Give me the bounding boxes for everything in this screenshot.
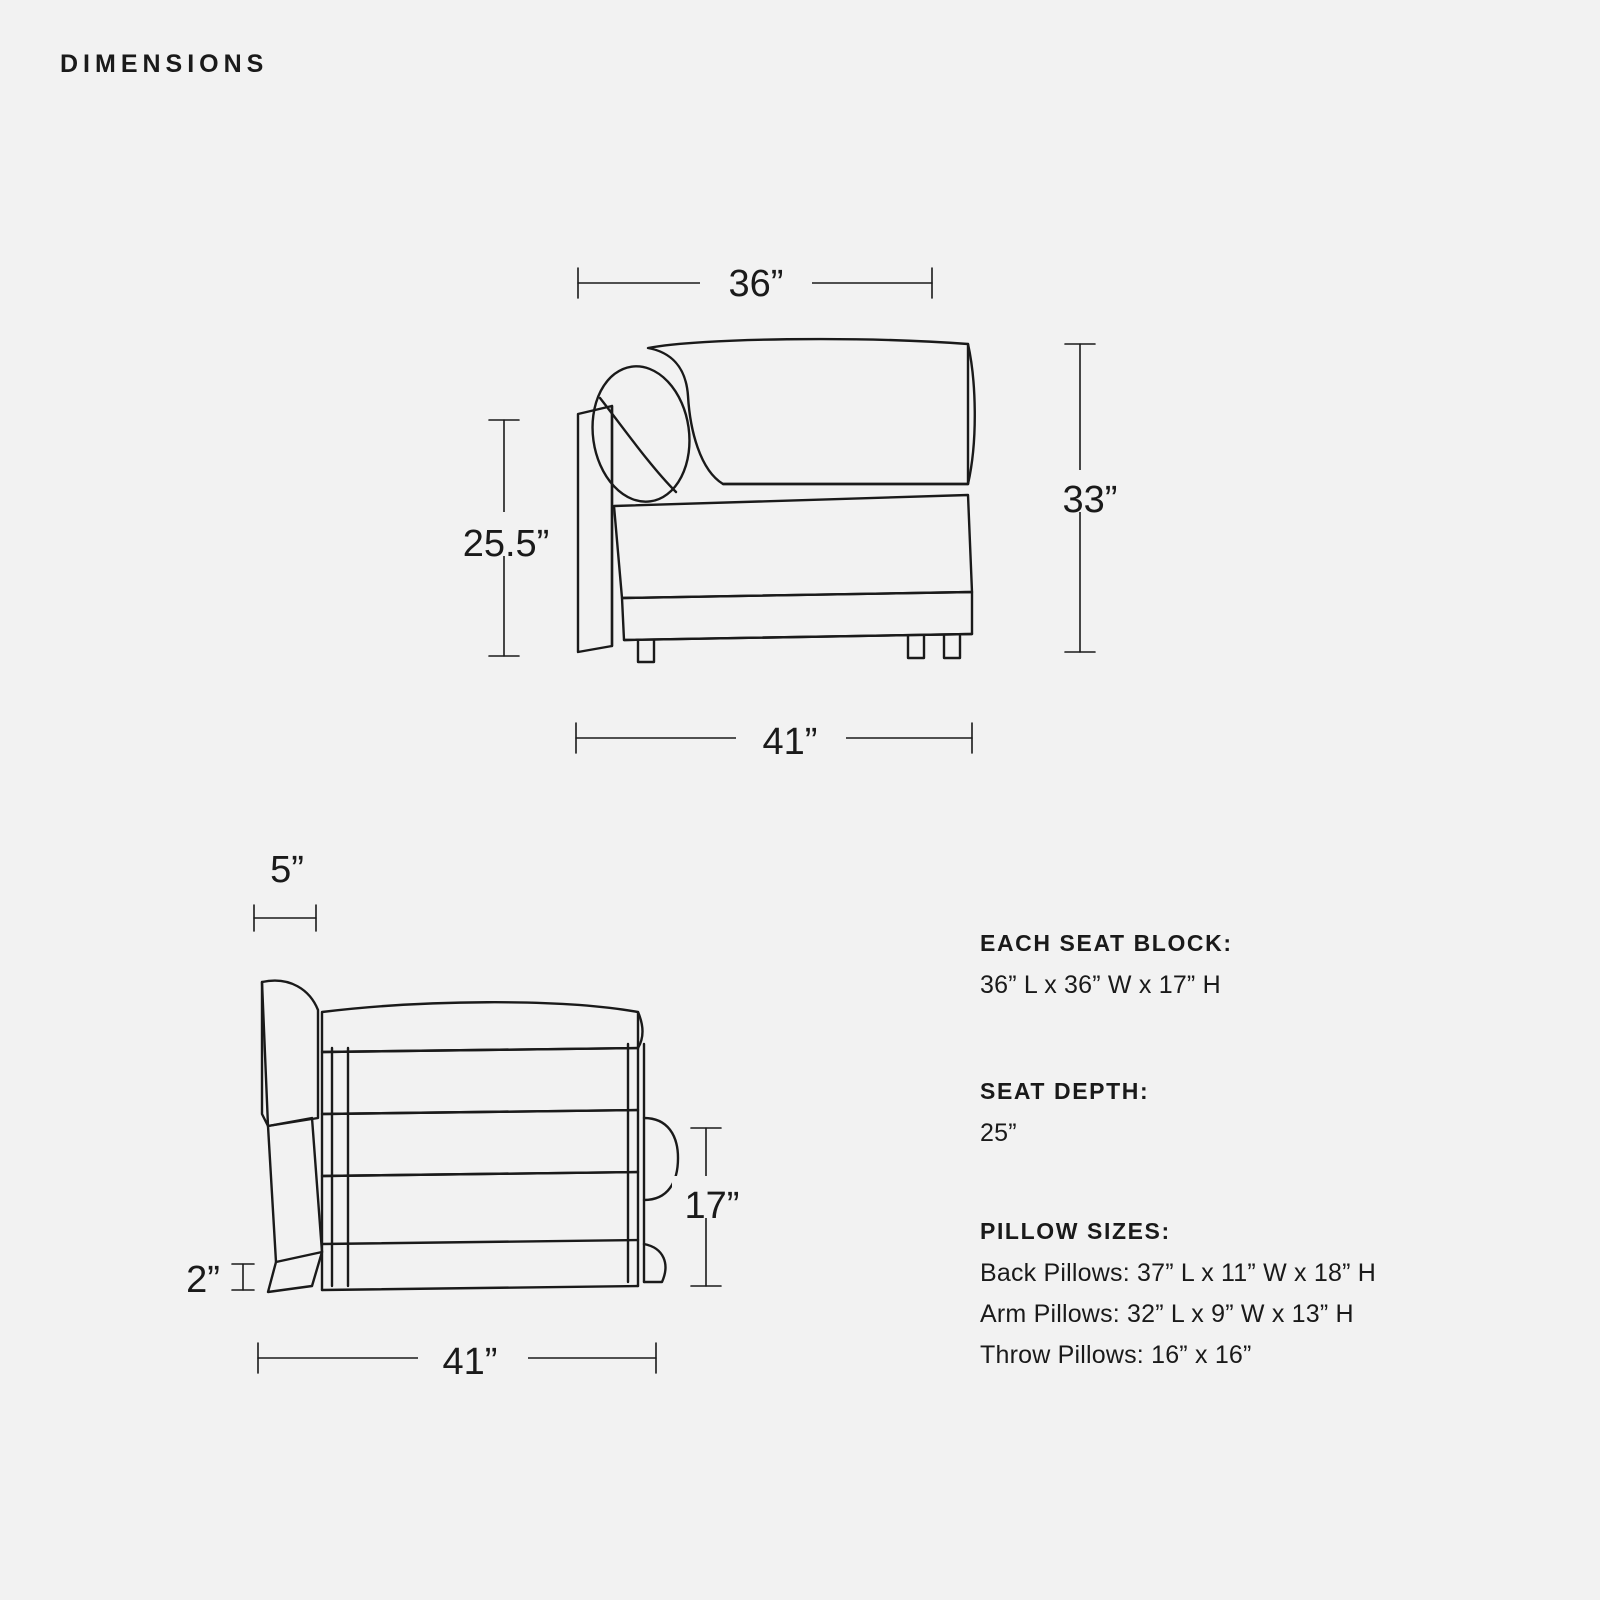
page-title: DIMENSIONS — [60, 50, 269, 78]
spec-line: Throw Pillows: 16” x 16” — [980, 1341, 1252, 1369]
dim-label-side-seat-height: 17” — [684, 1185, 740, 1227]
spec-seat-depth — [980, 1078, 1149, 1160]
spec-each-seat-block — [980, 930, 1233, 1012]
spec-line: 36” L x 36” W x 17” H — [980, 971, 1221, 999]
dim-label-front-width-top: 36” — [728, 263, 784, 305]
dim-side-leg-height — [232, 1264, 254, 1290]
dim-label-side-leg-height: 2” — [186, 1259, 220, 1301]
dim-label-front-width-bottom: 41” — [762, 721, 818, 763]
dim-label-side-back-pillow-depth: 5” — [270, 849, 304, 891]
dim-label-side-depth: 41” — [442, 1341, 498, 1383]
dim-side-back-pillow-depth — [254, 905, 316, 931]
spec-heading: PILLOW SIZES: — [980, 1218, 1171, 1244]
spec-line: 25” — [980, 1119, 1017, 1147]
side-elevation-drawing — [262, 981, 678, 1292]
front-elevation-drawing — [578, 339, 975, 662]
spec-pillow-sizes — [980, 1218, 1376, 1382]
dim-label-front-height-back: 33” — [1062, 479, 1118, 521]
spec-heading: EACH SEAT BLOCK: — [980, 930, 1233, 956]
spec-line: Back Pillows: 37” L x 11” W x 18” H — [980, 1259, 1377, 1287]
dim-label-front-height-seatback: 25.5” — [462, 523, 550, 565]
spec-heading: SEAT DEPTH: — [980, 1078, 1150, 1104]
spec-line: Arm Pillows: 32” L x 9” W x 13” H — [980, 1300, 1354, 1328]
